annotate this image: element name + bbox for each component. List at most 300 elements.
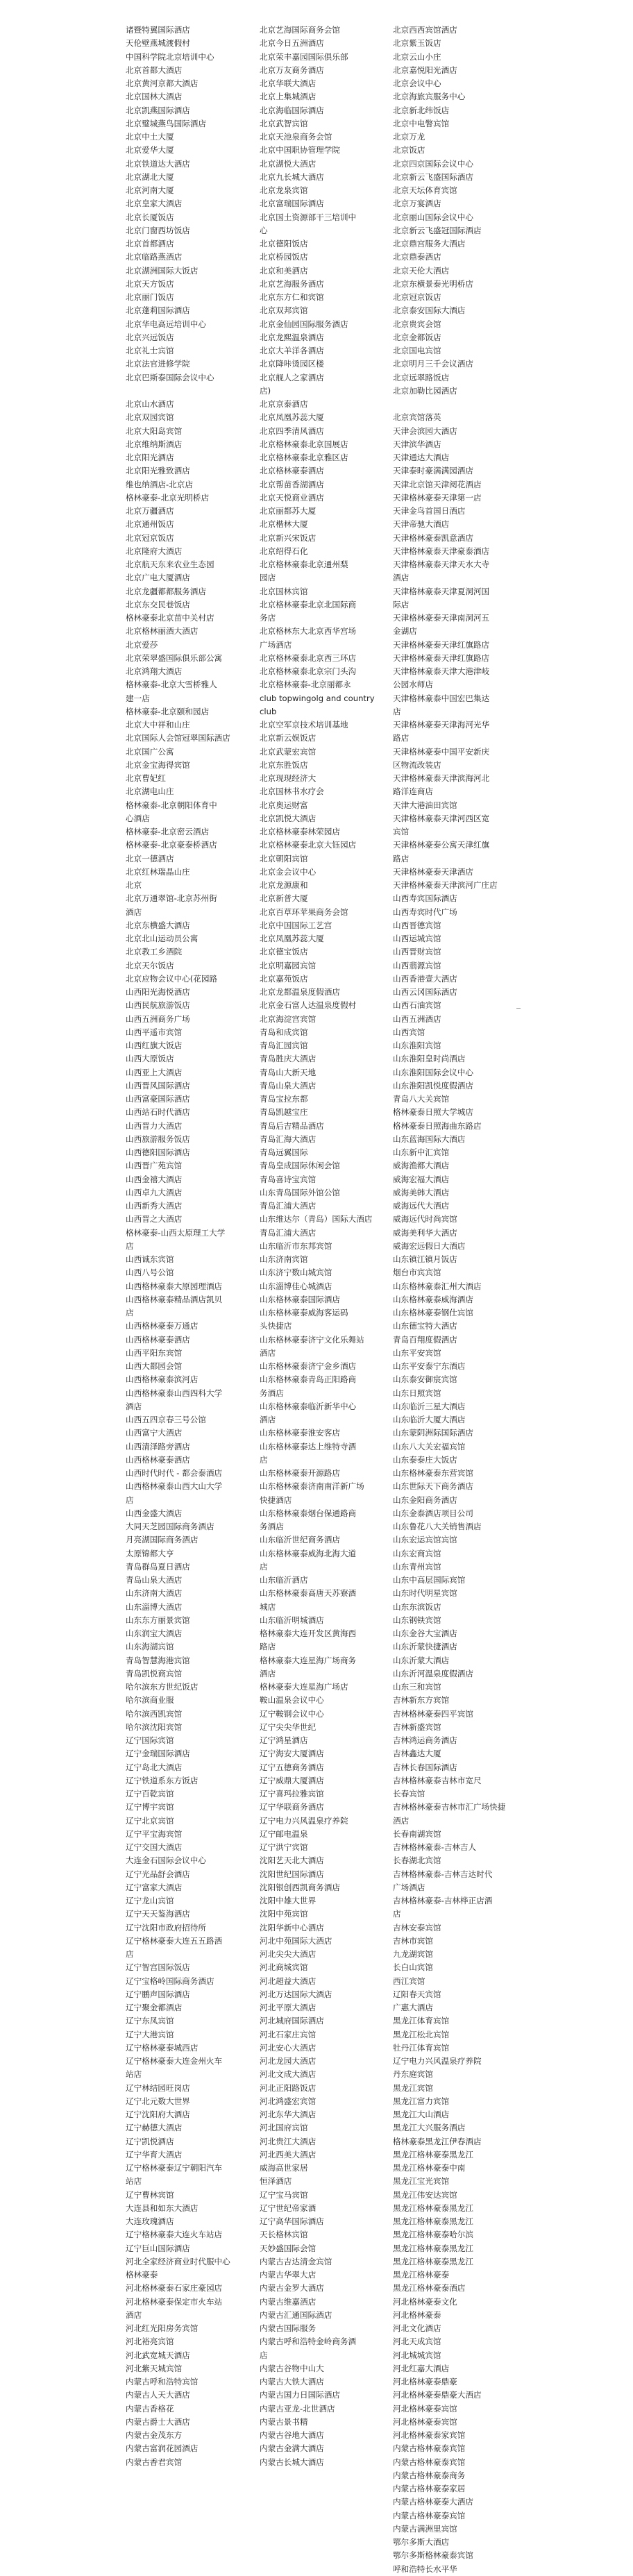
hotel-name: 辽宁鸿星酒店 [260, 1735, 308, 1745]
hotel-name: 黑龙江大兴服务酒店 [393, 2123, 466, 2133]
hotel-name: 山西德阳国际酒店 [126, 1147, 190, 1157]
hotel-name: 天津会滨园大酒店 [393, 426, 457, 436]
hotel-name: 北京武智宾馆 [260, 118, 308, 128]
hotel-name: 北京格林豪泰北京西三环店 [260, 653, 357, 663]
hotel-name: 青岛智慧海港宾馆 [126, 1655, 190, 1665]
hotel-name: 北京国林书水疗会 [260, 786, 324, 797]
hotel-name: 河北格林豪泰鼎豪 [393, 2377, 457, 2386]
hotel-name: 内蒙古格林豪泰商务 [393, 2470, 466, 2480]
hotel-name: 青岛山泉大酒店 [126, 1575, 183, 1585]
hotel-name: 内蒙古格林豪泰宾馆 [393, 2457, 466, 2467]
hotel-name: 公园水师店 [393, 680, 433, 690]
hotel-name: 北京朝阳宾馆 [260, 853, 308, 864]
hotel-name: 北京奥运财富 [260, 800, 308, 810]
hotel-name: 北京海临国际酒店 [260, 105, 324, 115]
hotel-name: club [260, 706, 277, 716]
hotel-name: 站店 [126, 2069, 142, 2080]
hotel-name: 山西寿宾国际酒店 [393, 893, 457, 904]
hotel-name: 黑龙江大山酒店 [393, 2110, 450, 2119]
hotel-name: 沈阳中苑宾馆 [260, 1909, 308, 1919]
hotel-list [0, 24, 633, 2574]
hotel-name: 太原锦都大亨 [126, 1548, 174, 1558]
hotel-name: 山东格林豪泰开源路店 [260, 1468, 340, 1478]
hotel-name: 辽宁格林豪泰大连金州火车 [126, 2056, 223, 2066]
hotel-name: 沈阳中雄大世界 [260, 1896, 316, 1905]
hotel-name: 辽宁邮电温泉 [260, 1828, 308, 1839]
hotel-name: 河北西美大酒店 [260, 2149, 316, 2160]
hotel-name: 青岛百翔度假酒店 [393, 1334, 457, 1345]
hotel-name: 河北武宽城天酒店 [126, 2350, 190, 2360]
hotel-name: 北京远翠路饭店 [393, 372, 450, 382]
hotel-name: 河北石家庄宾馆 [260, 2029, 316, 2039]
hotel-name: 务酒店 [260, 1388, 284, 1398]
blank-line [126, 385, 260, 398]
hotel-name: 辽宁华育大酒店 [126, 2149, 183, 2160]
hotel-name: 北京新云飞盛国际酒店 [393, 171, 473, 182]
hotel-name: 河北裕亮宾馆 [126, 2337, 174, 2347]
hotel-name: 辽宁洪宁宾馆 [260, 1842, 308, 1852]
hotel-name: 山东淮阳宾馆 [393, 1041, 441, 1050]
hotel-name: 北京四京国际会议中心 [393, 158, 473, 169]
hotel-name: 河北鸿盛宏宾馆 [260, 2096, 316, 2106]
hotel-name: 山东格林豪泰钢仕宾馆 [393, 1308, 473, 1318]
hotel-name: 内蒙古长城大酒店 [260, 2457, 324, 2467]
hotel-name: 天津格林豪泰天津豪泰酒店 [393, 546, 490, 556]
hotel-name: 北京降咔烫园区楼 [260, 359, 324, 369]
hotel-name: 沈阳艺天北大酒店 [260, 1855, 324, 1866]
hotel-name: 金湖店 [393, 626, 417, 637]
hotel-name: 辽宁宝马宾馆 [260, 2189, 308, 2200]
hotel-name: 吉林格林豪泰吉林市宽尺 [393, 1775, 482, 1785]
hotel-name: 内蒙古人天大酒店 [126, 2390, 190, 2400]
hotel-name: 北京天池泉商务会馆 [260, 132, 332, 142]
hotel-name: 山东镇江镇月饭店 [393, 1254, 457, 1264]
hotel-name: 大连金石国际会议中心 [126, 1855, 206, 1866]
hotel-name: 天津格林豪泰天津海河光华 [393, 720, 490, 730]
hotel-name: 青岛后吉精品酒店 [260, 1120, 324, 1131]
hotel-name: 酒店 [260, 1347, 276, 1358]
hotel-name: 青岛和成宾馆 [260, 1027, 308, 1037]
hotel-name: 内蒙古谷物中山大 [260, 2363, 324, 2373]
hotel-name: 山东日照宾馆 [393, 1388, 441, 1398]
hotel-name: 天津格林豪泰天津第一店 [393, 492, 482, 503]
hotel-name: 北京格林丽酒大酒店 [126, 626, 199, 637]
hotel-name: 内蒙古香格花 [126, 2403, 174, 2414]
hotel-name: 广惠大酒店 [393, 2003, 433, 2012]
hotel-name: 河北格林豪泰石家庄豪园店 [126, 2283, 223, 2293]
hotel-name: 吉林格林豪泰-吉林吉人 [393, 1842, 477, 1852]
hotel-name: 北京东方仁和宾馆 [260, 292, 324, 302]
hotel-name: 北京富瑞国际酒店 [260, 199, 324, 209]
hotel-name: 北京泰安国际大酒店 [393, 305, 466, 316]
hotel-name: 黑龙江格林豪泰 [393, 2270, 450, 2280]
hotel-name: 北京北山运动员公寓 [126, 934, 199, 943]
hotel-name: 山东格林豪泰威海酒店 [393, 1294, 473, 1304]
hotel-name: 北京嘉苑饭店 [260, 973, 308, 984]
hotel-name: 山东新中汇宾馆 [393, 1147, 450, 1157]
hotel-name: 北京空军京技术培训基地 [260, 720, 348, 730]
hotel-name: 北京上集城酒店 [260, 92, 316, 102]
hotel-name: 山东金谷大宝酒店 [393, 1628, 457, 1638]
hotel-name: 北京海旅宾服务中心 [393, 92, 466, 102]
hotel-name: 格林豪泰北京苗中关村店 [126, 613, 214, 623]
hotel-name: 北京武蒙宏宾馆 [260, 746, 316, 757]
hotel-name: 天津格林豪泰天津天水大寺 [393, 559, 490, 569]
hotel-name: 河北正阳路饭店 [260, 2082, 316, 2093]
hotel-name: 山东平安泰宁东酒店 [393, 1361, 466, 1371]
hotel-name: 北京隆府大酒店 [126, 546, 183, 556]
hotel-name: 北京明嘉园宾馆 [260, 960, 316, 970]
hotel-name: 辽宁格林豪泰大连五五路酒 [126, 1935, 223, 1946]
hotel-name: 内蒙古吉达清金宾馆 [260, 2256, 332, 2266]
hotel-name: 区物流改装店 [393, 759, 441, 770]
hotel-name: 天津格林豪泰凯意酒店 [393, 532, 473, 543]
hotel-name: 内蒙古景书精 [260, 2416, 308, 2427]
hotel-name: 北京中国国际工艺宫 [260, 920, 332, 930]
hotel-name: 山西格林豪泰万通店 [126, 1321, 199, 1331]
hotel-name: 山东格林豪泰临沂新华中心 [260, 1401, 357, 1411]
hotel-name: 山东时代明星宾馆 [393, 1588, 457, 1599]
hotel-name: 北京云山小庄 [393, 51, 441, 62]
hotel-name: 北京应物会议中心(花园路 [126, 973, 218, 984]
hotel-name: 辽宁格林豪泰城西店 [126, 2042, 199, 2053]
hotel-name: 路店 [393, 853, 410, 864]
hotel-name: 辽宁百乾宾馆 [126, 1789, 174, 1799]
hotel-name: 九龙湖宾馆 [393, 1949, 433, 1959]
hotel-name: 北京维纳斯酒店 [126, 439, 183, 449]
hotel-name: 辽宁巨山国际酒店 [126, 2243, 190, 2253]
hotel-name: 山东泰安御宸宾馆 [393, 1374, 457, 1385]
hotel-name: 山东鲁花八大关销售酒店 [393, 1522, 482, 1531]
hotel-name: 北京国土资源部干三培训中 [260, 212, 357, 222]
hotel-name: 辽宁高华国际酒店 [260, 2216, 324, 2226]
hotel-name: 河北天成宾馆 [393, 2337, 441, 2347]
hotel-name: 站店 [126, 2176, 142, 2187]
hotel-name: 河北格林豪泰鼎豪大酒店 [393, 2390, 482, 2400]
hotel-name: 内蒙古呼和浩特宾馆 [126, 2377, 199, 2386]
hotel-name: 北京冠京饭店 [126, 532, 174, 543]
hotel-name: 北京东交民巷饭店 [126, 599, 190, 609]
hotel-name: 河北东华大酒店 [260, 2110, 316, 2119]
hotel-name: 山东临沂大厦大酒店 [393, 1415, 466, 1424]
hotel-name: 山东格林豪泰东营宾馆 [393, 1468, 473, 1478]
hotel-name: 山东格林豪泰汇州大酒店 [393, 1281, 482, 1291]
hotel-name: 北京天尔饭店 [126, 960, 174, 970]
hotel-name: 黑龙江格林豪泰黑龙江 [393, 2243, 473, 2253]
hotel-name: 北京阳光酒店 [126, 453, 174, 462]
hotel-name: 青岛远翼国际 [260, 1147, 308, 1157]
hotel-name: 酒店 [126, 1401, 142, 1411]
hotel-name: 内蒙古富润花园酒店 [126, 2443, 199, 2454]
hotel-name: 北京格林豪泰北京国展店 [260, 439, 348, 449]
hotel-name: 北京首都酒店 [126, 239, 174, 249]
hotel-name: 天津格林豪泰天津夏洞河国 [393, 586, 490, 596]
hotel-name: 天津格林豪泰公寓天津红旗 [393, 840, 490, 850]
hotel-name: 青岛凯越宝庄 [260, 1107, 308, 1118]
hotel-name: 北京海淀宫宾馆 [260, 1013, 316, 1024]
hotel-name: 格林豪泰日照海曲东路店 [393, 1120, 482, 1131]
hotel-name: 北京凤凰苏蕊大厦 [260, 412, 324, 423]
hotel-name: 北京万友商务酒店 [260, 65, 324, 75]
hotel-name: 北京格林豪泰酒店 [260, 466, 324, 476]
hotel-name: 北京九长城大酒店 [260, 171, 324, 182]
hotel-name: 辽宁华联商务酒店 [260, 1802, 324, 1812]
hotel-name: 北京京泰酒店 [260, 399, 308, 409]
hotel-name: 内蒙古格林豪泰大酒店 [393, 2497, 473, 2507]
hotel-name: 北京阳光雅致酒店 [126, 466, 190, 476]
hotel-name: 威海远代大酒店 [393, 1201, 450, 1211]
hotel-name: 河北城府国际酒店 [260, 2016, 324, 2026]
hotel-name: 山东格林豪泰烟台保通路商 [260, 1508, 357, 1518]
hotel-name: 辽宁天天鉴海酒店 [126, 1909, 190, 1919]
hotel-name: 山东蓝海国际大酒店 [393, 1134, 466, 1144]
hotel-name: 辽宁沈阳府大酒店 [126, 2110, 190, 2119]
hotel-name: 北京双邦宾馆 [260, 305, 308, 316]
hotel-name: 北京皇家大酒店 [126, 199, 183, 209]
hotel-name: 山西翡源宾馆 [393, 960, 441, 970]
hotel-name: 北京通州饭店 [126, 519, 174, 530]
hotel-name: 山西格林豪泰滨河店 [126, 1374, 199, 1385]
hotel-name: 山东济宁数山城宾馆 [260, 1268, 332, 1278]
hotel-name: 山西五洲酒店 [393, 1013, 441, 1024]
hotel-name: 青岛汇海大酒店 [260, 1134, 316, 1144]
hotel-name: 北京中电瞥宾馆 [393, 118, 450, 128]
hotel-name: 北京万通翠馆-北京苏州街 [126, 893, 217, 904]
hotel-name: 快捷酒店 [260, 1495, 292, 1505]
hotel-name: 山西大都园会馆 [126, 1361, 183, 1371]
hotel-name: 酒店 [260, 1668, 276, 1678]
hotel-name: 建一店 [126, 693, 150, 703]
hotel-name: 山东格林豪泰济宁文化乐舞站 [260, 1334, 364, 1345]
hotel-name: 辽阳春天宾馆 [393, 1989, 441, 1999]
hotel-name: 辽宁东凤宾馆 [126, 2016, 174, 2026]
hotel-name: 北京四季清风酒店 [260, 426, 324, 436]
stray-dash-mark [516, 1008, 521, 1009]
hotel-name: 威海宏福大酒店 [393, 1174, 450, 1184]
hotel-name: 山西时代时代 - 都会泰酒店 [126, 1468, 223, 1478]
hotel-name: 山东临沂酒店 [260, 1575, 308, 1585]
hotel-name: 辽宁鞍钢会议中心 [260, 1708, 324, 1719]
hotel-name: 山东青州宾馆 [393, 1561, 441, 1572]
hotel-name: 北京金仙园国际服务酒店 [260, 319, 348, 329]
hotel-name: 河北中苑国际大酒店 [260, 1935, 332, 1946]
hotel-name: 北京璧城燕鸟国际酒店 [126, 118, 206, 128]
hotel-name: 路店 [260, 1642, 276, 1652]
hotel-name: 山西晋广苑宾馆 [126, 1161, 183, 1171]
hotel-name: 北京丽山国际会议中心 [393, 212, 473, 222]
hotel-name: 黑龙江宾馆 [393, 2082, 433, 2093]
hotel-name: 北京龙源康和 [260, 880, 308, 890]
hotel-name: 内蒙古金茂东方 [126, 2430, 183, 2440]
hotel-name: 北京今日五洲酒店 [260, 38, 324, 49]
hotel-name: 北京龙熙温泉酒店 [260, 332, 324, 342]
hotel-name: 黑龙江体育宾馆 [393, 2016, 450, 2026]
hotel-name: 北京法官进修学院 [126, 359, 190, 369]
hotel-name: 山东金泰酒店项目公司 [393, 1508, 473, 1518]
hotel-name: 宾馆 [393, 827, 410, 836]
hotel-name: 辽宁交国大酒店 [126, 1842, 183, 1852]
hotel-name: 格林豪泰-北京光明桥店 [126, 492, 210, 503]
hotel-name: 北京东胜饭店 [260, 759, 308, 770]
hotel-name: 广场酒店 [393, 1882, 425, 1892]
hotel-name: 山西晋财宾馆 [393, 947, 441, 957]
blank-line [393, 398, 528, 411]
hotel-name: 北京格林东大北京西华宫场 [260, 626, 357, 637]
hotel-name: 山西格林豪泰山西大山大学 [126, 1481, 223, 1492]
hotel-name: 北京丽都苏大厦 [260, 506, 316, 516]
hotel-name: 北京德阳饭店 [260, 239, 308, 249]
hotel-name: 山西格林豪泰山西四科大学 [126, 1388, 223, 1398]
hotel-name: 内蒙古汇通国际酒店 [260, 2309, 332, 2320]
hotel-name: 北京临路燕酒店 [126, 252, 183, 262]
hotel-name: 山西平遥市宾馆 [126, 1027, 183, 1037]
hotel-name: 辽宁北京宾馆 [126, 1815, 174, 1826]
hotel-name: 山东维达尔（青岛）国际大酒店 [260, 1214, 373, 1224]
hotel-name: 北京楷林大厦 [260, 519, 308, 530]
hotel-name: 北京金都饭店 [393, 332, 441, 342]
hotel-name: 内蒙古呼和浩特金岭商务酒 [260, 2337, 357, 2347]
hotel-name: 长春宾馆 [393, 1789, 425, 1799]
hotel-name: 格林豪泰-北京豪泰桥酒店 [126, 840, 217, 850]
hotel-name: 内蒙古格林豪泰宾馆 [393, 2510, 466, 2520]
hotel-name: 辽宁聚金都酒店 [126, 2003, 183, 2012]
hotel-name: 辽宁富家大酒店 [126, 1882, 183, 1892]
hotel-name: 鄂尔多斯大酒店 [393, 2537, 450, 2547]
hotel-name: 河北红嘉大酒店 [393, 2363, 450, 2373]
hotel-name: 山东沂河温泉度假酒店 [393, 1668, 473, 1678]
hotel-name: 山西诚东宾馆 [126, 1254, 174, 1264]
hotel-name: 酒店 [126, 2309, 142, 2320]
hotel-name: 山西亚上大酒店 [126, 1067, 183, 1077]
hotel-name: 北京舰人之家酒店 [260, 372, 324, 382]
hotel-name: 山东淄博佳心城酒店 [260, 1281, 332, 1291]
hotel-name: 吉林市宾馆 [393, 1935, 433, 1946]
hotel-name: 辽宁金瑞国际酒店 [126, 1749, 190, 1759]
hotel-name: 山东宏运宾馆宾馆 [393, 1535, 457, 1545]
hotel-name: 北京巴斯泰国际会议中心 [126, 372, 214, 382]
hotel-name: 北京曹妃红 [126, 773, 166, 783]
hotel-name: 中国科学院北京培训中心 [126, 51, 214, 62]
hotel-name: 长白山宾馆 [393, 1962, 433, 1973]
hotel-name: 呼和浩特长水平华 [393, 2564, 457, 2574]
hotel-name: 天津格林豪泰天津滨海河北 [393, 773, 490, 783]
hotel-name: 山东格林豪泰威海客运码 [260, 1308, 348, 1318]
hotel-name: 北京和美酒店 [260, 265, 308, 276]
hotel-name: 格林豪泰大连开发区黄海西 [260, 1628, 357, 1638]
hotel-name: 山东济南宾馆 [260, 1254, 308, 1264]
hotel-name: 山西新秀大酒店 [126, 1201, 183, 1211]
hotel-name: 北京万宴酒店 [393, 199, 441, 209]
hotel-name: 天津大港油田宾馆 [393, 800, 457, 810]
hotel-name: 山东八大关宏福宾馆 [393, 1441, 466, 1451]
hotel-name: 山东格林豪泰国际酒店 [260, 1294, 340, 1304]
hotel-name: 天津格林豪泰天津滨河广庄店 [393, 880, 498, 890]
hotel-name: 河北商城宾馆 [260, 1962, 308, 1973]
hotel-name: 北京河南大厦 [126, 185, 174, 195]
hotel-name: 河北全家经济商业时代服中心 [126, 2256, 230, 2266]
hotel-name: 河北紫天城宾馆 [126, 2363, 183, 2373]
hotel-name: 吉林格林豪泰吉林市汇广场快捷 [393, 1802, 506, 1812]
hotel-name: 河北格林豪泰宾馆 [393, 2416, 457, 2427]
hotel-name: 青岛汇浦大酒店 [260, 1227, 316, 1238]
hotel-name: 大连县和如东大酒店 [126, 2203, 199, 2213]
hotel-name: 山东海湖宾馆 [126, 1642, 174, 1652]
hotel-name: 青岛皇成国际休闲会馆 [260, 1161, 340, 1171]
hotel-name: 黑龙江伟安达宾馆 [393, 2189, 457, 2200]
hotel-name: 北京大中祥和山庄 [126, 720, 190, 730]
hotel-name: 北京东横景泰光明桥店 [393, 278, 473, 289]
hotel-name: 北京格林豪泰-北京丽都永 [260, 680, 351, 690]
hotel-name: 山西晋德宾馆 [393, 920, 441, 930]
hotel-name: 辽宁国际宾馆 [126, 1735, 174, 1745]
hotel-name: 河北国府宾馆 [260, 2123, 308, 2133]
hotel-name: 吉林鑫达大厦 [393, 1749, 441, 1759]
hotel-column-1 [126, 24, 260, 2469]
hotel-name: 北京国广公寓 [126, 746, 174, 757]
hotel-name: 天伦壁燕城渡假村 [126, 38, 190, 49]
hotel-name: 北京新云娱饭店 [260, 733, 316, 743]
hotel-name: 店 [126, 1240, 134, 1251]
hotel-name: 河北格林豪泰文化 [393, 2296, 457, 2307]
hotel-name: 山东东方丽景宾馆 [126, 1615, 190, 1625]
hotel-name: 格林豪泰-北京颐和园店 [126, 706, 210, 716]
hotel-name: 山西民航旅游饭店 [126, 1000, 190, 1011]
hotel-name: 吉林格林豪泰四平宾馆 [393, 1708, 473, 1719]
hotel-name: 北京中土大厦 [126, 132, 174, 142]
hotel-name: 店 [260, 2350, 268, 2360]
hotel-name: 北京门窗西坊饭店 [126, 225, 190, 235]
hotel-name: 山西晋力大酒店 [126, 1120, 183, 1131]
hotel-name: 内蒙古大铁大酒店 [260, 2377, 324, 2386]
hotel-name: 天津格林豪泰天津河西区宽 [393, 813, 490, 823]
hotel-name: 北京金石富人达温泉度假村 [260, 1000, 357, 1011]
hotel-name: 山东蒙阴洲际国际酒店 [393, 1428, 473, 1438]
hotel-name: 辽宁世纪帝家酒 [260, 2203, 316, 2213]
hotel-name: 内蒙古爵士大酒店 [126, 2416, 190, 2427]
hotel-name: 内蒙古满洲里宾馆 [393, 2523, 457, 2534]
hotel-name: 北京帮苗香湖酒店 [260, 479, 324, 489]
hotel-column-3 [393, 24, 528, 2576]
hotel-name: 北京贵宾会馆 [393, 319, 441, 329]
hotel-name: 北京龙泉宾馆 [260, 185, 308, 195]
hotel-name: 内蒙古亚龙-北世酒店 [260, 2403, 335, 2414]
hotel-name: 店 [260, 1561, 268, 1572]
hotel-name: 广场酒店 [260, 639, 292, 650]
hotel-name: 北京爱华大厦 [126, 145, 174, 155]
hotel-name: 北京大羊洋各酒店 [260, 346, 324, 355]
hotel-name: 天津格林豪泰天津大港津岐 [393, 666, 490, 676]
hotel-name: 哈尔滨东方世纪饭店 [126, 1682, 199, 1692]
hotel-name: 北京宾馆落英 [393, 412, 441, 423]
hotel-name: 北京湖洲国际大饭店 [126, 265, 199, 276]
hotel-name: 维也纳酒店-北京店 [126, 479, 193, 489]
hotel-column-2 [260, 24, 394, 2469]
hotel-name: 吉林格林豪泰-吉林桦正店酒 [393, 1896, 493, 1905]
hotel-name: 天津格林豪泰天津红旗路店 [393, 653, 490, 663]
hotel-name: 北京鸿翔大酒店 [126, 666, 183, 676]
hotel-name: 山东临沂明城酒店 [260, 1615, 324, 1625]
hotel-name: 山东中高层国际宾馆 [393, 1575, 466, 1585]
hotel-name: 山东淮阳皇时尚酒店 [393, 1054, 466, 1064]
hotel-name: 内蒙古华翠大店 [260, 2270, 316, 2280]
hotel-name: 北京格林豪泰北京通州梨 [260, 559, 348, 569]
hotel-name: 鞍山温泉会议中心 [260, 1695, 324, 1706]
hotel-name: 北京桥园饭店 [260, 252, 308, 262]
hotel-name: 北京 [126, 880, 142, 890]
hotel-name: 内蒙古国力日国际酒店 [260, 2390, 340, 2400]
hotel-name: 北京金宝海得宾馆 [126, 759, 190, 770]
hotel-name: 威海宏远假日大酒店 [393, 1240, 466, 1251]
